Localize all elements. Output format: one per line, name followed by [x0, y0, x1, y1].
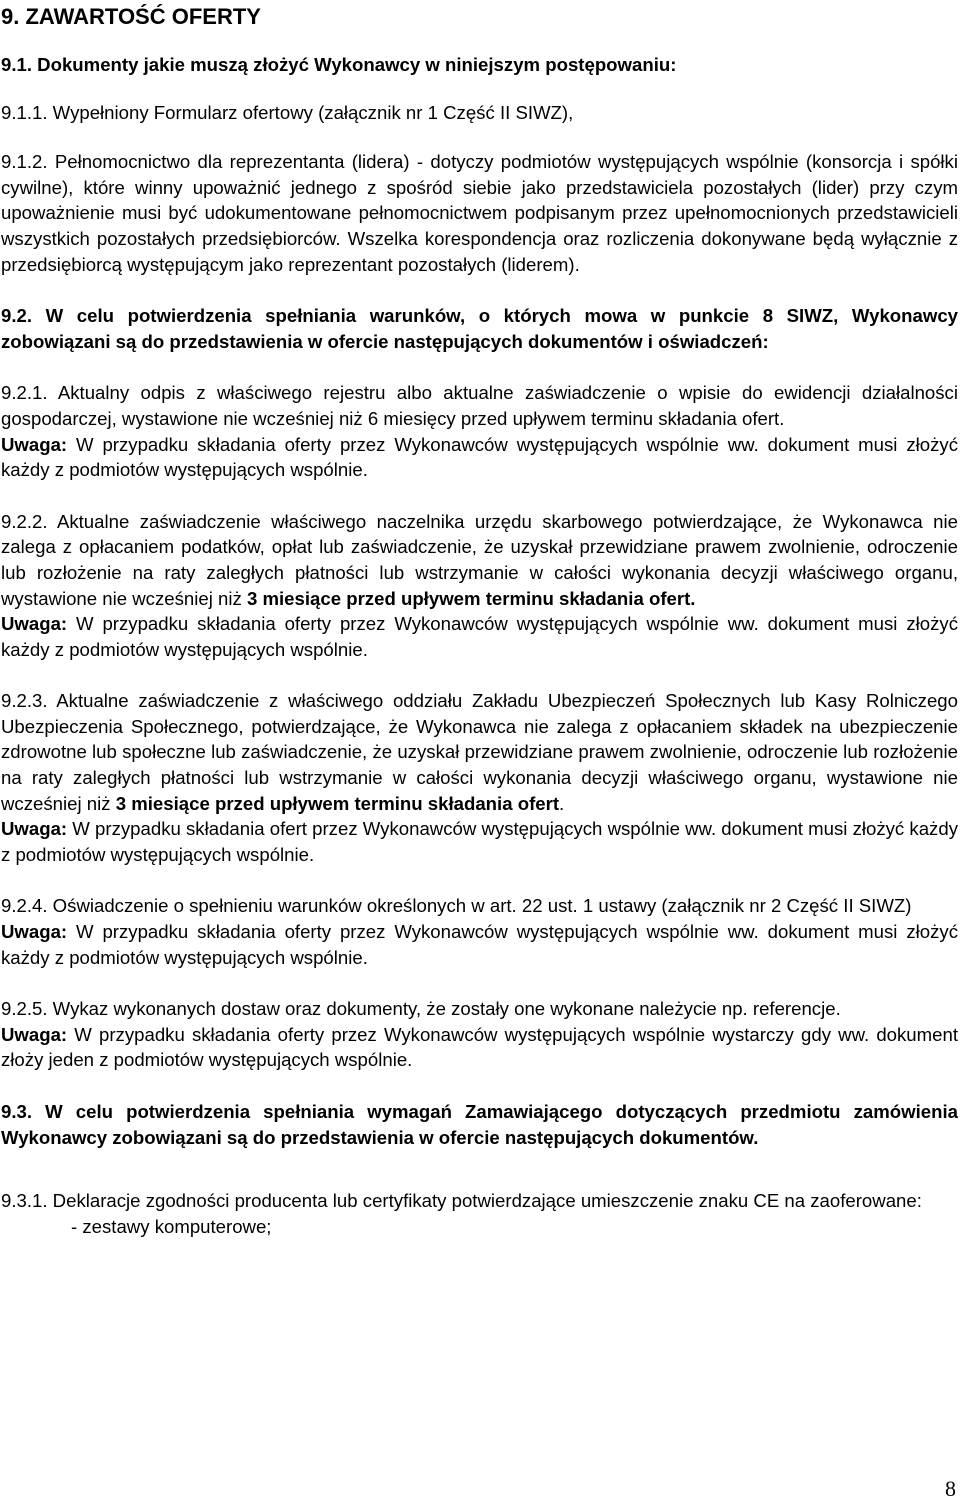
paragraph-9-3-1: 9.3.1. Deklaracje zgodności producenta lub certyfikaty potwierdzające umieszczenie znaku CE na zaoferowane:: [1, 1190, 922, 1212]
page-number: 8: [945, 1476, 956, 1501]
list-item: - zestawy komputerowe;: [71, 1215, 272, 1237]
paragraph-text: 9.2.2. Aktualne zaświadczenie właściwego naczelnika urzędu skarbowego potwierdzające, że Wykonawca nie zalega z opłacaniem podatków, opłat lub zaświadczenie, że uzyskał przewidziane prawem zwolnienie, odroczenie lub rozłożenie na raty zaległych płatności lub wstrzymanie w całości wykonania decyzji właściwego organu, wystawione nie wcześniej niż: [1, 510, 958, 609]
note-label: Uwaga:: [1, 1023, 68, 1045]
note-text: W przypadku składania oferty przez Wykonawców występujących wspólnie ww. dokument musi złożyć każdy z podmiotów występujących wspólnie.: [1, 433, 958, 481]
paragraph-9-2-5: 9.2.5. Wykaz wykonanych dostaw oraz dokumenty, że zostały one wykonane należycie np. referencje.: [1, 998, 841, 1020]
paragraph-9-2-2: [1, 509, 958, 611]
note-label: Uwaga:: [1, 818, 68, 840]
note-9-2-2: [1, 611, 958, 662]
paragraph-9-1-1: 9.1.1. Wypełniony Formularz ofertowy (załącznik nr 1 Część II SIWZ),: [1, 101, 574, 123]
note-text: W przypadku składania oferty przez Wykonawców występujących wspólnie wystarczy gdy ww. dokument złoży jeden z podmiotów występujących wspólnie.: [1, 1023, 958, 1071]
paragraph-9-2-3: [1, 688, 958, 816]
paragraph-9-1-2: 9.1.2. Pełnomocnictwo dla reprezentanta (lidera) - dotyczy podmiotów występujących wspólnie (konsorcja i spółki cywilne), które winny upoważnić jednego z spośród siebie jako przedstawiciela pozostałych (lider) przy czym upoważnienie musi być udokumentowane pełnomocnictwem podpisanym przez upełnomocnionych przedstawicieli wszystkich pozostałych przedsiębiorców. Wszelka korespondencja oraz rozliczenia dokonywane będą wyłącznie z przedsiębiorcą występującym jako reprezentant pozostałych (liderem).: [1, 151, 958, 275]
note-9-2-1: [1, 432, 958, 483]
paragraph-emphasis: 3 miesiące przed upływem terminu składania ofert: [115, 792, 560, 814]
paragraph-9-2-4: 9.2.4. Oświadczenie o spełnieniu warunków określonych w art. 22 ust. 1 ustawy (załącznik nr 2 Część II SIWZ): [1, 895, 912, 917]
note-9-2-3: [1, 816, 958, 867]
note-text: W przypadku składania ofert przez Wykonawców występujących wspólnie ww. dokument musi złożyć każdy z podmiotów występujących wspólnie.: [1, 818, 958, 865]
note-9-2-4: [1, 919, 958, 970]
note-text: W przypadku składania oferty przez Wykonawców występujących wspólnie ww. dokument musi złożyć każdy z podmiotów występujących wspólnie.: [1, 921, 958, 968]
document-page: [1, 4, 958, 1239]
paragraph-9-2-1: 9.2.1. Aktualny odpis z właściwego rejestru albo aktualne zaświadczenie o wpisie do ewidencji działalności gospodarczej, wystawione nie wcześniej niż 6 miesięcy przed upływem terminu składania ofert.: [1, 382, 958, 429]
subsection-9-1-title: 9.1. Dokumenty jakie muszą złożyć Wykonawcy w niniejszym postępowaniu:: [1, 54, 677, 75]
note-label: Uwaga:: [1, 433, 68, 455]
section-title: 9. ZAWARTOŚĆ OFERTY: [1, 4, 261, 29]
paragraph-text: 9.2.3. Aktualne zaświadczenie z właściwego oddziału Zakładu Ubezpieczeń Społecznych lub Kasy Rolniczego Ubezpieczenia Społecznego, potwierdzające, że Wykonawca nie zalega z opłacaniem składek na ubezpieczenie zdrowotne lub społeczne lub zaświadczenie, że uzyskał przewidziane prawem zwolnienie, odroczenie lub rozłożenie na raty zaległych płatności lub wstrzymanie w całości wykonania decyzji właściwego organu, wystawione nie wcześniej niż: [1, 690, 958, 814]
subsection-9-2-title: 9.2. W celu potwierdzenia spełniania warunków, o których mowa w punkcie 8 SIWZ, Wykonawcy zobowiązani są do przedstawienia w ofercie następujących dokumentów i oświadczeń:: [1, 305, 958, 352]
note-9-2-5: [1, 1022, 958, 1073]
note-label: Uwaga:: [1, 921, 68, 943]
paragraph-end: .: [559, 792, 565, 814]
subsection-9-3-title: 9.3. W celu potwierdzenia spełniania wymagań Zamawiającego dotyczących przedmiotu zamówienia Wykonawcy zobowiązani są do przedstawienia w ofercie następujących dokumentów.: [1, 1101, 958, 1148]
note-label: Uwaga:: [1, 613, 68, 635]
note-text: W przypadku składania oferty przez Wykonawców występujących wspólnie ww. dokument musi złożyć każdy z podmiotów występujących wspólnie.: [1, 613, 958, 660]
paragraph-emphasis: 3 miesiące przed upływem terminu składania ofert.: [246, 587, 696, 609]
